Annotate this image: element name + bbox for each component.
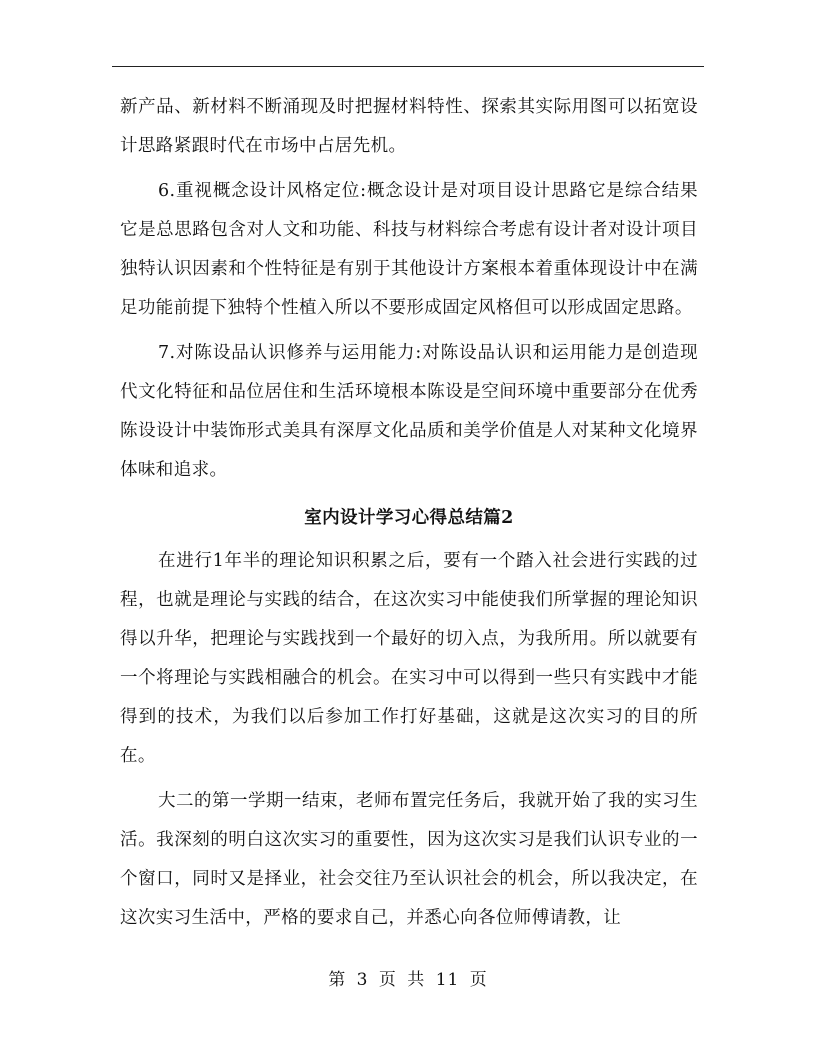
body-text [120,88,698,938]
page-number-footer: 第 3 页 共 11 页 [328,970,488,990]
header-rule [112,66,704,67]
section-heading: 室内设计学习心得总结篇2 [304,508,514,528]
paragraph-item-6: 6.重视概念设计风格定位:概念设计是对项目设计思路它是综合结果它是总思路包含对人文和功能、科技与材料综合考虑有设计者对设计项目独特认识因素和个性特征是有别于其他设计方案根本着重体现设计中在满足功能前提下独特个性植入所以不要形成固定风格但可以形成固定思路。 [120,181,698,318]
paragraph-internship-start: 大二的第一学期一结束，老师布置完任务后，我就开始了我的实习生活。我深刻的明白这次实习的重要性，因为这次实习是我们认识专业的一个窗口，同时又是择业，社会交往乃至认识社会的机会，所以我决定，在这次实习生活中，严格的要求自己，并悉心向各位师傅请教，让 [120,791,698,928]
paragraph-item-7: 7.对陈设品认识修养与运用能力:对陈设品认识和运用能力是创造现代文化特征和品位居住和生活环境根本陈设是空间环境中重要部分在优秀陈设设计中装饰形式美具有深厚文化品质和美学价值是人对某种文化境界体味和追求。 [120,343,698,480]
paragraph-continuation: 新产品、新材料不断涌现及时把握材料特性、探索其实际用图可以拓宽设计思路紧跟时代在市场中占居先机。 [120,97,698,156]
paragraph-practice-intro: 在进行1年半的理论知识积累之后，要有一个踏入社会进行实践的过程，也就是理论与实践的结合，在这次实习中能使我们所掌握的理论知识得以升华，把理论与实践找到一个最好的切入点，为我所用。所以就要有一个将理论与实践相融合的机会。在实习中可以得到一些只有实践中才能得到的技术，为我们以后参加工作打好基础，这就是这次实习的目的所在。 [120,551,698,766]
